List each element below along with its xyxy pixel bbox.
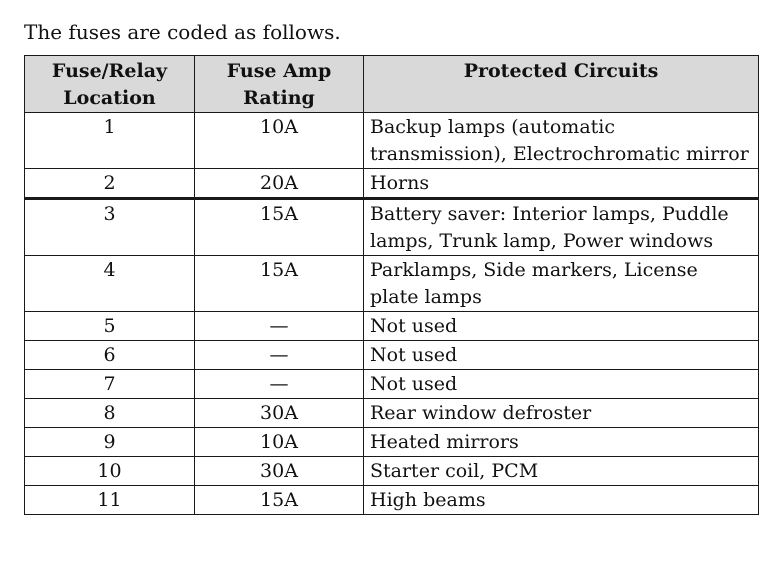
cell-location: 1	[25, 113, 195, 169]
cell-rating: 15A	[195, 256, 364, 312]
cell-rating: 30A	[195, 399, 364, 428]
cell-location: 4	[25, 256, 195, 312]
cell-rating: 10A	[195, 428, 364, 457]
cell-rating: 10A	[195, 113, 364, 169]
cell-circuits: Battery saver: Interior lamps, Puddle lamps, Trunk lamp, Power windows	[364, 199, 759, 256]
table-row	[25, 113, 759, 169]
table-row	[25, 428, 759, 457]
header-circuits: Protected Circuits	[364, 56, 759, 113]
cell-circuits: Starter coil, PCM	[364, 457, 759, 486]
table-row	[25, 370, 759, 399]
table-row	[25, 341, 759, 370]
cell-rating: 15A	[195, 486, 364, 515]
cell-rating: 15A	[195, 199, 364, 256]
cell-circuits: Heated mirrors	[364, 428, 759, 457]
cell-location: 5	[25, 312, 195, 341]
cell-location: 8	[25, 399, 195, 428]
table-row	[25, 457, 759, 486]
cell-circuits: Rear window defroster	[364, 399, 759, 428]
table-row	[25, 169, 759, 199]
header-rating: Fuse Amp Rating	[195, 56, 364, 113]
table-row	[25, 256, 759, 312]
cell-location: 6	[25, 341, 195, 370]
cell-location: 2	[25, 169, 195, 199]
cell-circuits: Horns	[364, 169, 759, 199]
cell-rating: 30A	[195, 457, 364, 486]
cell-location: 9	[25, 428, 195, 457]
cell-rating: 20A	[195, 169, 364, 199]
table-row	[25, 312, 759, 341]
cell-rating: —	[195, 370, 364, 399]
cell-circuits: High beams	[364, 486, 759, 515]
cell-circuits: Not used	[364, 312, 759, 341]
cell-circuits: Backup lamps (automatic transmission), Electrochromatic mirror	[364, 113, 759, 169]
cell-circuits: Not used	[364, 370, 759, 399]
cell-location: 7	[25, 370, 195, 399]
cell-rating: —	[195, 312, 364, 341]
intro-text: The fuses are coded as follows.	[24, 20, 341, 44]
cell-location: 10	[25, 457, 195, 486]
cell-location: 3	[25, 199, 195, 256]
cell-location: 11	[25, 486, 195, 515]
table-row	[25, 399, 759, 428]
table-header-row	[25, 56, 759, 113]
table-row	[25, 199, 759, 256]
fuse-table	[24, 55, 759, 515]
table-row	[25, 486, 759, 515]
cell-circuits: Not used	[364, 341, 759, 370]
cell-rating: —	[195, 341, 364, 370]
header-location: Fuse/Relay Location	[25, 56, 195, 113]
cell-circuits: Parklamps, Side markers, License plate lamps	[364, 256, 759, 312]
